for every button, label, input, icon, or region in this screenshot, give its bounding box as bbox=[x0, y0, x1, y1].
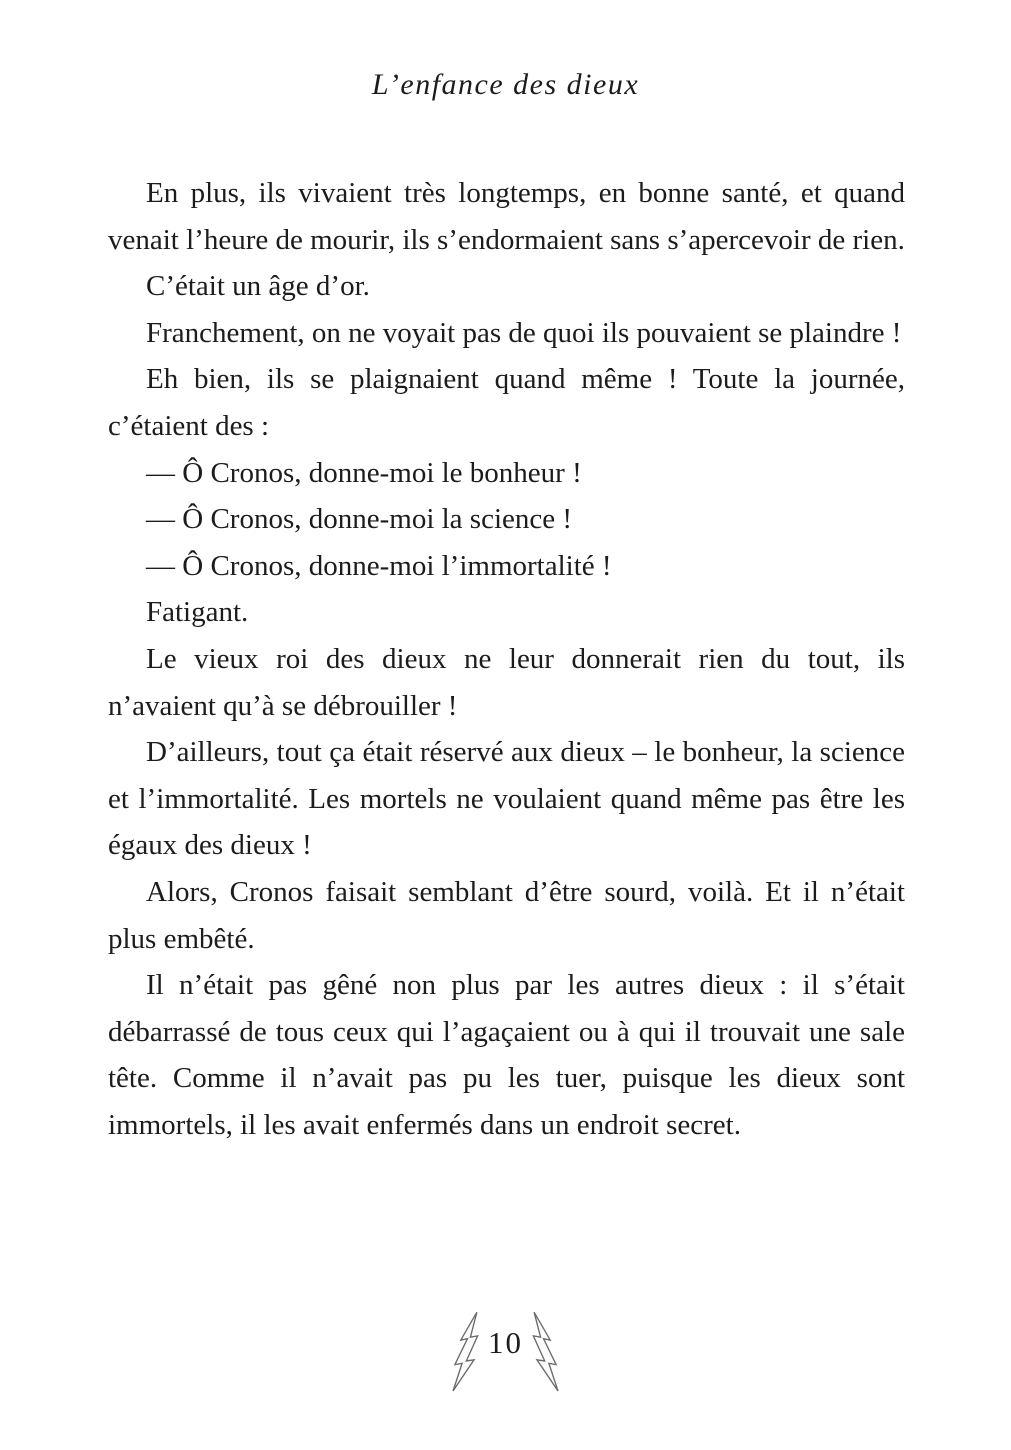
paragraph: Il n’était pas gêné non plus par les autres dieux : il s’était débarrassé de tous ceux qui l’agaçaient ou à qui il trouvait une sale tête. Comme il n’avait pas pu les tuer, puisque les dieux sont immortels, il les avait enfermés dans un endroit secret. bbox=[108, 969, 905, 1141]
paragraph: Eh bien, ils se plaignaient quand même ! Toute la journée, c’étaient des : bbox=[108, 363, 905, 442]
paragraph: Fatigant. bbox=[146, 596, 249, 629]
paragraph: — Ô Cronos, donne-moi l’immortalité ! bbox=[146, 549, 612, 582]
paragraph: D’ailleurs, tout ça était réservé aux dieux – le bonheur, la science et l’immortalité. Les mortels ne voulaient quand même pas être les égaux des dieux ! bbox=[108, 736, 905, 862]
page-footer bbox=[0, 1304, 1011, 1400]
paragraph: Alors, Cronos faisait semblant d’être sourd, voilà. Et il n’était plus embêté. bbox=[108, 875, 905, 955]
page-number: 10 bbox=[488, 1325, 523, 1360]
paragraph: Franchement, on ne voyait pas de quoi ils pouvaient se plaindre ! bbox=[146, 316, 902, 349]
text-body bbox=[108, 170, 905, 1148]
paragraph: — Ô Cronos, donne-moi la science ! bbox=[146, 503, 573, 536]
paragraph: Le vieux roi des dieux ne leur donnerait rien du tout, ils n’avaient qu’à se débrouiller ! bbox=[108, 642, 905, 722]
lightning-bolt-icon bbox=[447, 1308, 487, 1395]
paragraph: En plus, ils vivaient très longtemps, en bonne santé, et quand venait l’heure de mourir, ils s’endormaient sans s’apercevoir de rien. bbox=[108, 177, 905, 256]
paragraph: C’était un âge d’or. bbox=[146, 270, 370, 303]
lightning-bolt-icon bbox=[524, 1308, 564, 1395]
running-header: L’enfance des dieux bbox=[371, 68, 640, 101]
paragraph: — Ô Cronos, donne-moi le bonheur ! bbox=[146, 456, 582, 489]
